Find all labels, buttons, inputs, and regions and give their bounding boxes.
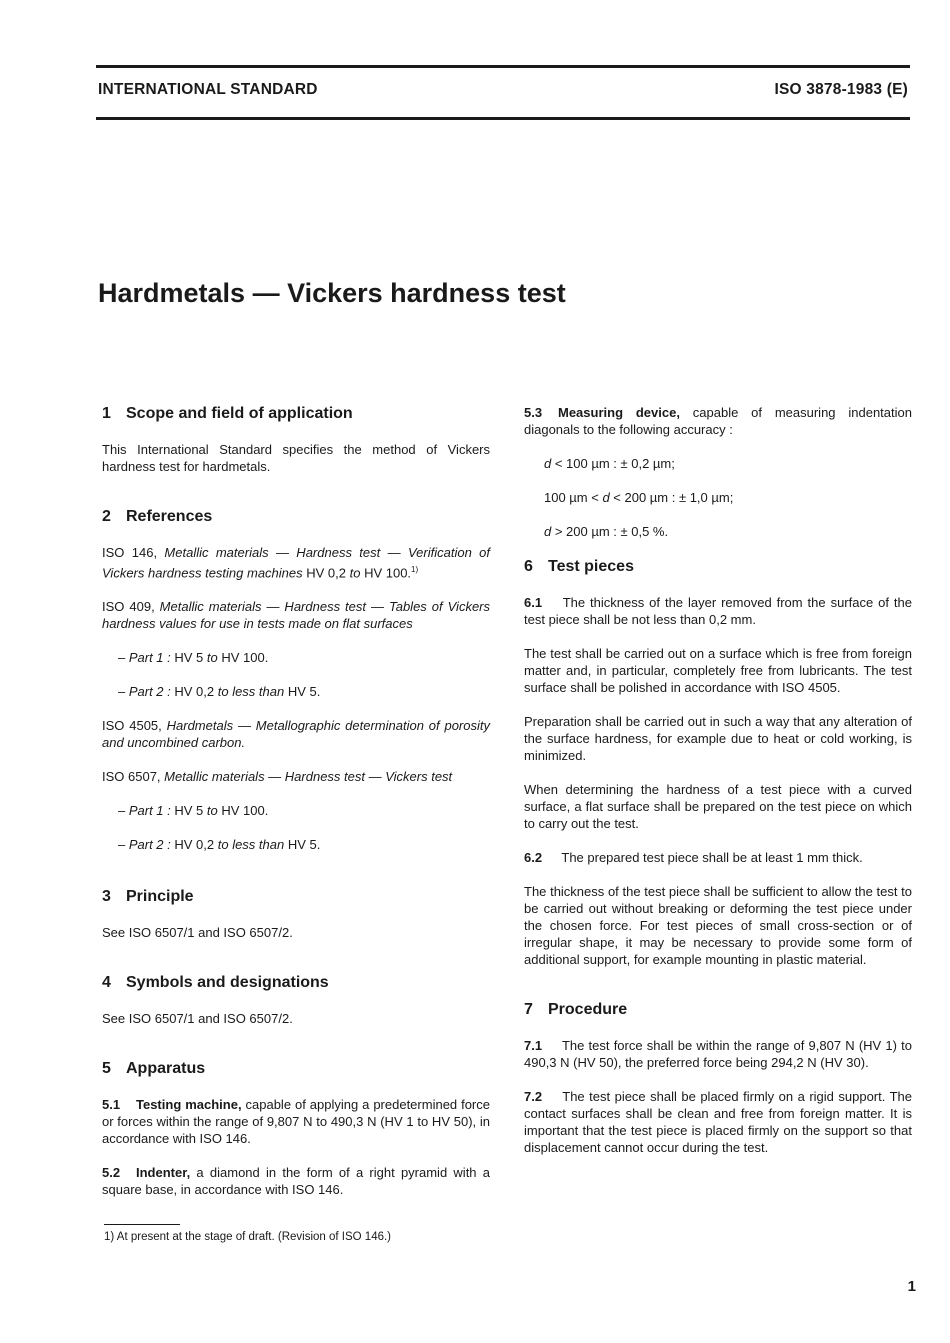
header-bottom-rule [96, 117, 910, 120]
section-5-heading: 5 Apparatus [102, 1060, 206, 1078]
section-3-heading: 3 Principle [102, 888, 194, 906]
section-1-heading: 1 Scope and field of application [102, 405, 353, 422]
section-6-heading: 6 Test pieces [524, 558, 634, 575]
header-top-rule [96, 65, 910, 68]
reference-iso-409-part-2: – Part 2 : HV 0,2 to less than HV 5. [118, 684, 321, 700]
reference-iso-6507-part-1: – Part 1 : HV 5 to HV 100. [118, 803, 269, 819]
section-7-heading: 7 Procedure [524, 1001, 628, 1018]
clause-6-1-para-3: Preparation shall be carried out in such a way that any alteration of the surface hardness, for example due to heat or cold working, is minimized. [524, 714, 912, 763]
reference-iso-409-part-1: – Part 1 : HV 5 to HV 100. [118, 650, 269, 666]
clause-6-1: 6.1 The thickness of the layer removed from the surface of the test piece shall be not less than 0,2 mm. [524, 595, 912, 627]
reference-iso-4505: ISO 4505, Hardmetals — Metallographic determination of porosity and uncombined carbon. [102, 718, 490, 751]
clause-6-2: 6.2 The prepared test piece shall be at least 1 mm thick. [524, 850, 863, 865]
accuracy-formula-1: d < 100 µm : ± 0,2 µm; [544, 456, 675, 471]
header-standard-number: ISO 3878-1983 (E) [774, 81, 908, 98]
left-column [102, 404, 490, 1198]
reference-iso-6507: ISO 6507, Metallic materials — Hardness test — Vickers test [102, 769, 453, 785]
footnote: 1) At present at the stage of draft. (Revision of ISO 146.) [104, 1231, 392, 1243]
page-number: 1 [907, 1278, 916, 1295]
section-4-text: See ISO 6507/1 and ISO 6507/2. [102, 1011, 293, 1027]
right-column [524, 404, 912, 1156]
reference-iso-409: ISO 409, Metallic materials — Hardness test — Tables of Vickers hardness values for use in tests made on flat surfaces [102, 599, 490, 632]
section-3-text: See ISO 6507/1 and ISO 6507/2. [102, 925, 293, 941]
document-title: Hardmetals — Vickers hardness test [98, 278, 566, 308]
clause-6-1-para-2: The test shall be carried out on a surface which is free from foreign matter and, in particular, completely free from lubricants. The test surface shall be polished in accordance with ISO 4505. [524, 646, 912, 695]
accuracy-formula-3: d > 200 µm : ± 0,5 %. [544, 524, 669, 539]
clause-6-1-para-4: When determining the hardness of a test piece with a curved surface, a flat surface shall be prepared on the test piece on which to carry out the test. [524, 782, 912, 831]
clause-6-2-para-2: The thickness of the test piece shall be sufficient to allow the test to be carried out without breaking or deforming the test piece under the chosen force. For test pieces of small cross-section or of irregular shape, it may be necessary to provide some form of additional support, for example mounting in plastic material. [524, 884, 912, 967]
section-2-heading: 2 References [102, 508, 213, 525]
accuracy-formula-2: 100 µm < d < 200 µm : ± 1,0 µm; [544, 490, 734, 505]
section-4-heading: 4 Symbols and designations [102, 974, 329, 992]
clause-5-1: 5.1 Testing machine, capable of applying a predetermined force or forces within the range of 9,807 N to 490,3 N (HV 1 to HV 50), in accordance with ISO 146. [102, 1097, 490, 1147]
clause-7-2: 7.2 The test piece shall be placed firmly on a rigid support. The contact surfaces shall be clean and free from foreign matter. It is important that the test piece is placed firmly on the support so that displacement cannot occur during the test. [524, 1089, 912, 1155]
clause-5-2: 5.2 Indenter, a diamond in the form of a right pyramid with a square base, in accordance with ISO 146. [102, 1165, 490, 1198]
footnote-rule [104, 1224, 180, 1225]
header-standard-type: INTERNATIONAL STANDARD [98, 81, 318, 98]
section-1-text: This International Standard specifies the method of Vickers hardness test for hardmetals. [102, 442, 490, 474]
clause-7-1: 7.1 The test force shall be within the range of 9,807 N (HV 1) to 490,3 N (HV 50), the preferred force being 294,2 N (HV 30). [524, 1038, 912, 1070]
reference-iso-6507-part-2: – Part 2 : HV 0,2 to less than HV 5. [118, 837, 321, 853]
clause-5-3: 5.3 Measuring device, capable of measuring indentation diagonals to the following accuracy : [524, 405, 912, 437]
reference-iso-146: ISO 146, Metallic materials — Hardness test — Verification of Vickers hardness testing machines HV 0,2 to HV 100.$^{1)}$ [102, 545, 491, 581]
